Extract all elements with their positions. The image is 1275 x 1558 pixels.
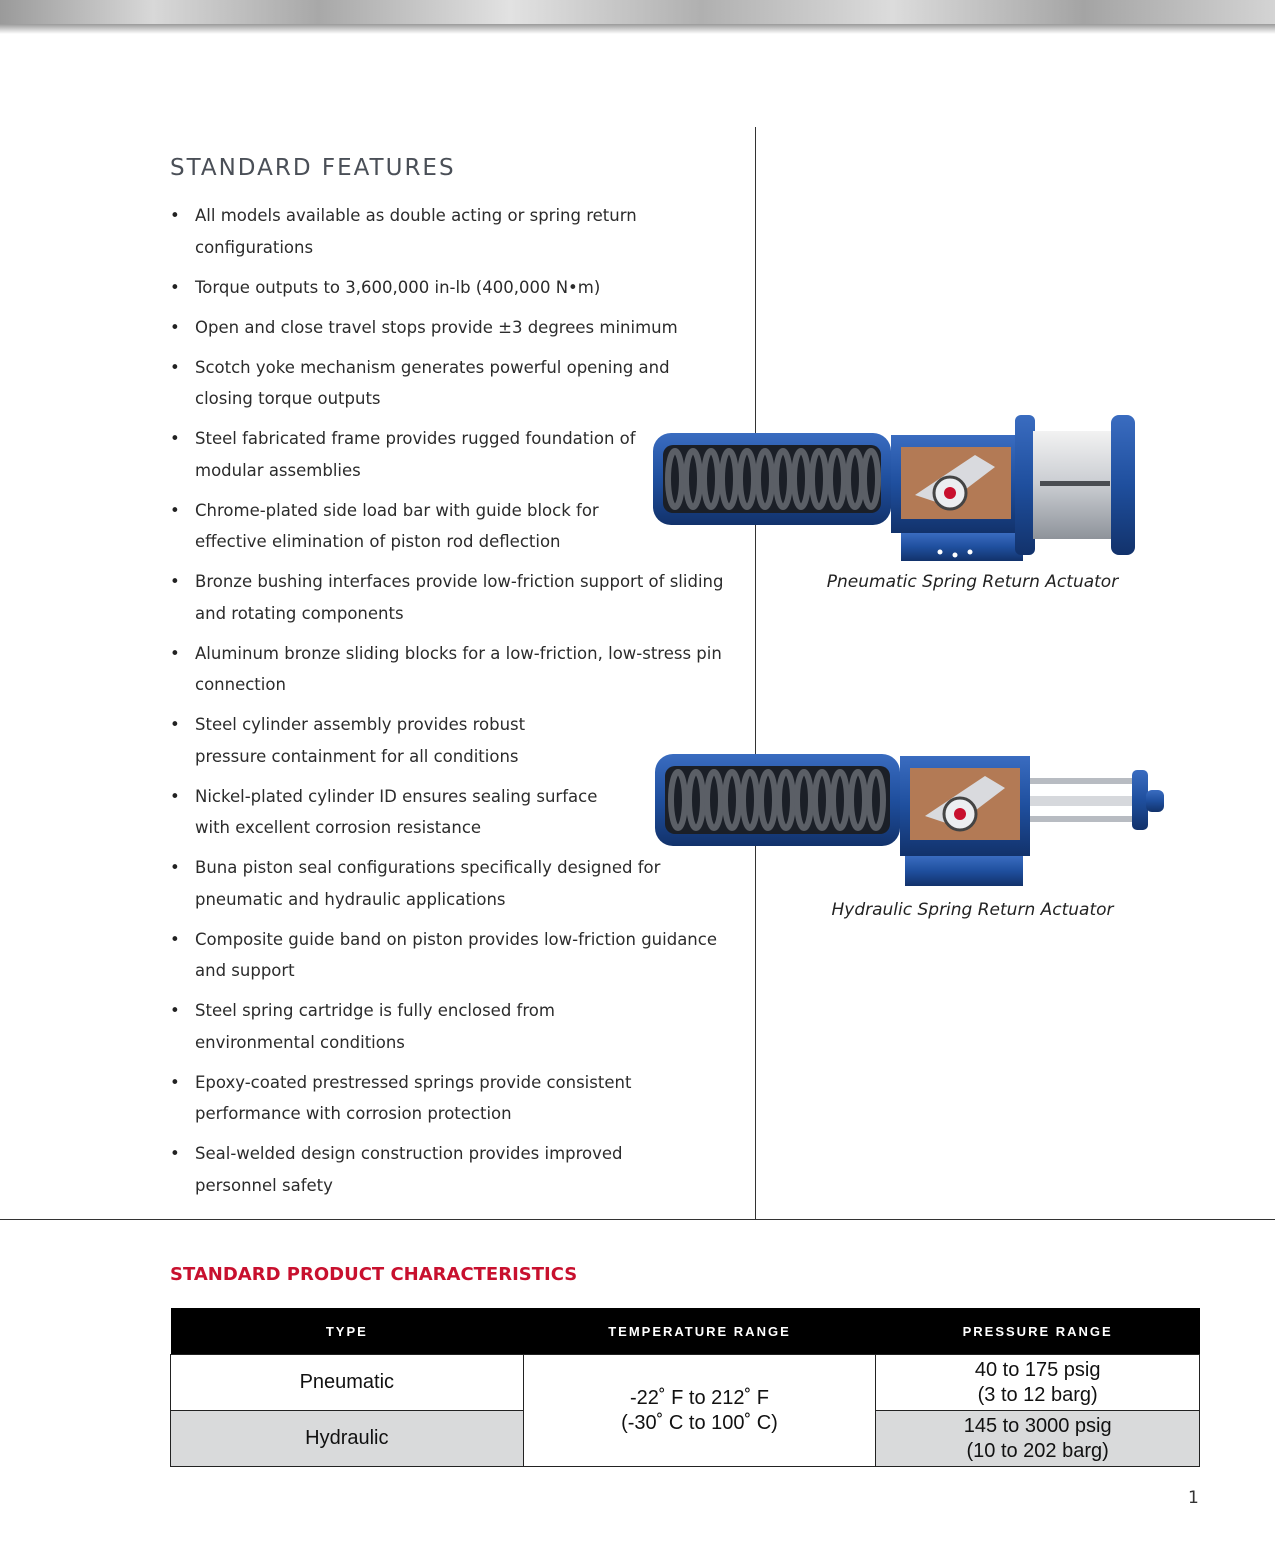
feature-text: • Steel fabricated frame provides rugged foundation of modular assemblies bbox=[195, 429, 636, 480]
hydraulic-caption: Hydraulic Spring Return Actuator bbox=[831, 900, 1114, 920]
feature-text: • All models available as double acting or spring return configurations bbox=[195, 206, 637, 257]
feature-item bbox=[170, 1138, 730, 1201]
feature-item bbox=[170, 312, 730, 344]
table-row bbox=[171, 1355, 1200, 1411]
feature-text: • Scotch yoke mechanism generates powerful opening and closing torque outputs bbox=[195, 357, 670, 408]
page-number: 1 bbox=[1188, 1488, 1199, 1508]
header-band bbox=[0, 0, 1275, 24]
column-header-pressure: PRESSURE RANGE bbox=[876, 1308, 1200, 1355]
feature-text: • Steel cylinder assembly provides robust pressure containment for all conditions bbox=[195, 715, 526, 766]
characteristics-table bbox=[170, 1308, 1200, 1467]
feature-item bbox=[170, 566, 730, 629]
pressure-psig: 145 to 3000 psig bbox=[963, 1414, 1112, 1437]
table-header-row bbox=[171, 1308, 1200, 1355]
pressure-barg: (3 to 12 barg) bbox=[977, 1383, 1098, 1406]
feature-text: • Nickel-plated cylinder ID ensures sealing surface with excellent corrosion resistance bbox=[195, 786, 598, 837]
feature-item bbox=[170, 924, 730, 987]
feature-item bbox=[170, 781, 730, 844]
column-header-type: TYPE bbox=[171, 1308, 524, 1355]
feature-item bbox=[170, 200, 730, 263]
type-cell: Pneumatic bbox=[171, 1355, 524, 1411]
pneumatic-caption: Pneumatic Spring Return Actuator bbox=[826, 572, 1119, 592]
feature-item bbox=[170, 852, 730, 915]
feature-item bbox=[170, 995, 730, 1058]
feature-text: • Buna piston seal configurations specifically designed for pneumatic and hydraulic applications bbox=[195, 858, 661, 909]
feature-item bbox=[170, 272, 730, 304]
feature-text: • Seal-welded design construction provides improved personnel safety bbox=[195, 1144, 623, 1195]
pressure-cell bbox=[876, 1411, 1200, 1467]
temperature-cell bbox=[523, 1355, 876, 1467]
feature-item bbox=[170, 638, 730, 701]
hydraulic-actuator-image bbox=[650, 740, 1170, 890]
column-divider bbox=[755, 127, 756, 1219]
feature-text: • Chrome-plated side load bar with guide block for effective elimination of piston rod deflection bbox=[195, 500, 599, 551]
temperature-celsius: (-30˚ C to 100˚ C) bbox=[621, 1411, 778, 1434]
feature-text: • Aluminum bronze sliding blocks for a low-friction, low-stress pin connection bbox=[195, 643, 722, 694]
pressure-cell bbox=[876, 1355, 1200, 1411]
feature-text: • Epoxy-coated prestressed springs provide consistent performance with corrosion protection bbox=[195, 1072, 632, 1123]
feature-text: • Composite guide band on piston provides low-friction guidance and support bbox=[195, 929, 717, 980]
column-header-temperature: TEMPERATURE RANGE bbox=[523, 1308, 876, 1355]
feature-text: • Open and close travel stops provide ±3 degrees minimum bbox=[195, 317, 678, 337]
characteristics-heading: STANDARD PRODUCT CHARACTERISTICS bbox=[170, 1264, 578, 1285]
feature-list bbox=[170, 200, 730, 1210]
temperature-fahrenheit: -22˚ F to 212˚ F bbox=[630, 1386, 769, 1409]
feature-item bbox=[170, 709, 730, 772]
section-divider bbox=[0, 1219, 1275, 1220]
feature-text: • Bronze bushing interfaces provide low-friction support of sliding and rotating components bbox=[195, 572, 724, 623]
section-title: STANDARD FEATURES bbox=[170, 155, 456, 181]
feature-item bbox=[170, 1067, 730, 1130]
pneumatic-actuator-image bbox=[645, 405, 1145, 570]
feature-text: • Torque outputs to 3,600,000 in-lb (400,000 N•m) bbox=[195, 277, 601, 297]
type-cell: Hydraulic bbox=[171, 1411, 524, 1467]
pressure-psig: 40 to 175 psig bbox=[974, 1358, 1101, 1381]
feature-text: • Steel spring cartridge is fully enclosed from environmental conditions bbox=[195, 1001, 555, 1052]
pressure-barg: (10 to 202 barg) bbox=[966, 1439, 1109, 1462]
